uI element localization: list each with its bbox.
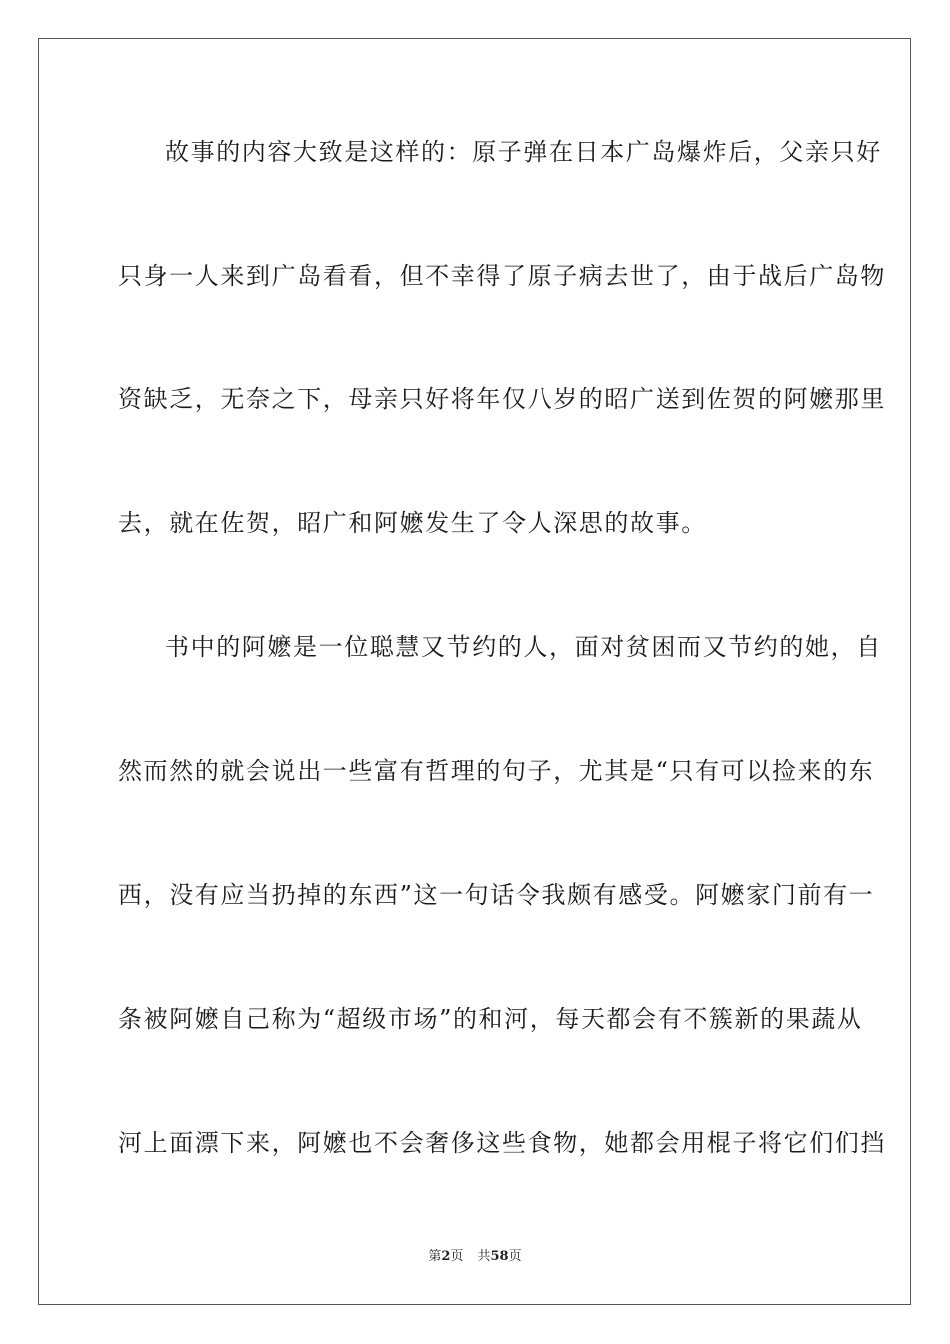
paragraph-1-line-1: 故事的内容大致是这样的：原子弹在日本广岛爆炸后，父亲只好 <box>165 138 882 166</box>
page-suffix: 页 <box>450 1249 464 1264</box>
paragraph-2-line-1: 书中的阿嬷是一位聪慧又节约的人，面对贫困而又节约的她，自 <box>165 633 882 661</box>
total-prefix: 共 <box>477 1249 491 1264</box>
paragraph-2-line-5: 河上面漂下来，阿嬷也不会奢侈这些食物，她都会用棍子将它们们挡 <box>118 1129 886 1157</box>
paragraph-1-line-4: 去，就在佐贺，昭广和阿嬷发生了令人深思的故事。 <box>118 509 707 537</box>
paragraph-1-line-3: 资缺乏，无奈之下，母亲只好将年仅八岁的昭广送到佐贺的阿嬷那里 <box>118 385 886 413</box>
paragraph-2-line-3: 西，没有应当扔掉的东西”这一句话令我颇有感受。阿嬷家门前有一 <box>118 881 875 909</box>
page-border <box>38 38 911 1305</box>
total-pages-indicator <box>477 1249 521 1264</box>
page-number: 2 <box>441 1249 451 1264</box>
page-indicator <box>428 1249 463 1264</box>
paragraph-1-line-2: 只身一人来到广岛看看，但不幸得了原子病去世了，由于战后广岛物 <box>118 262 886 290</box>
paragraph-2-line-2: 然而然的就会说出一些富有哲理的句子，尤其是“只有可以捡来的东 <box>118 757 875 785</box>
paragraph-2-line-4: 条被阿嬷自己称为“超级市场”的和河，每天都会有不簇新的果蔬从 <box>118 1005 863 1033</box>
total-pages: 58 <box>490 1249 509 1264</box>
page-prefix: 第 <box>428 1249 442 1264</box>
total-suffix: 页 <box>508 1249 522 1264</box>
page-footer <box>0 1248 950 1266</box>
